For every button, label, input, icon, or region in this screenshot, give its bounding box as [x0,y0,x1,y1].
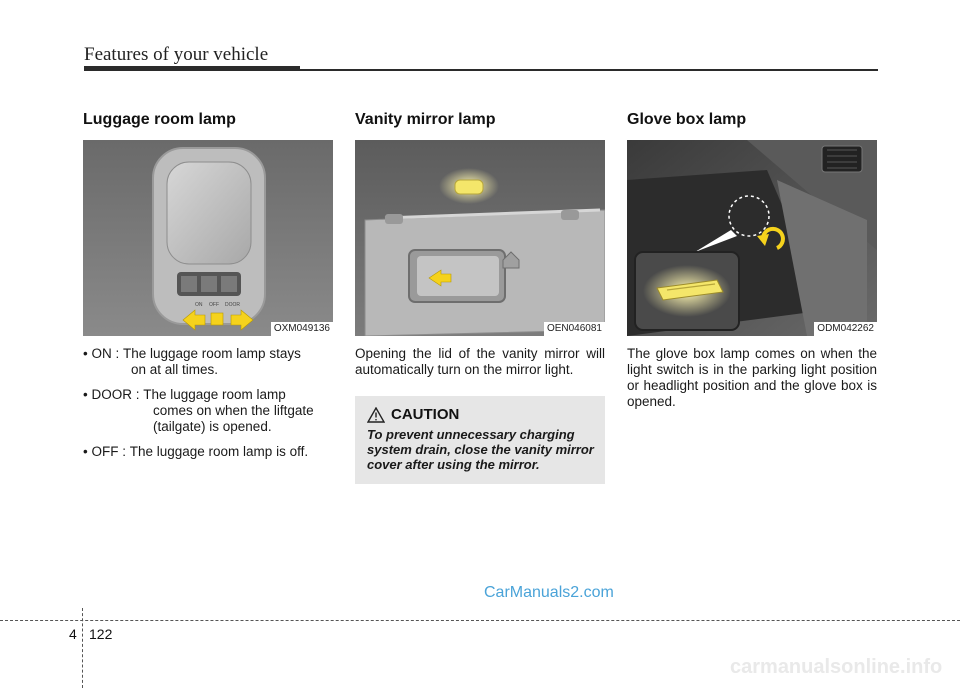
caution-header [367,406,597,423]
caution-box [355,396,605,484]
header-rule-thick [84,66,300,71]
footer-rule-horizontal [0,620,960,622]
header-rule-thin [300,69,878,71]
site-watermark: carmanualsonline.info [730,656,943,678]
image-code: OXM049136 [271,322,333,336]
watermark-link[interactable]: CarManuals2.com [484,584,614,601]
warning-triangle-icon [367,407,385,423]
section-title: Glove box lamp [627,111,747,128]
section-vanity-mirror-lamp [355,110,605,484]
switch-label-door: DOOR [225,302,240,308]
caution-text: To prevent unnecessary charging system drain, close the vanity mirror cover after using the mirror. [367,427,594,472]
section-glove-box-lamp [627,110,877,410]
image-code: ODM042262 [814,322,877,336]
page-number: 122 [89,626,113,642]
item-key: • OFF : [83,444,130,459]
footer-rule-vertical [82,608,84,688]
item-desc-cont: on at all times. [131,362,219,377]
item-desc: The luggage room lamp [143,387,286,402]
switch-label-on: ON [195,302,203,308]
caution-heading: CAUTION [391,406,460,423]
vanity-mirror-illustration [355,140,605,336]
chapter-number: 4 [69,626,77,642]
glove-box-illustration [627,140,877,336]
item-desc-cont: comes on when the liftgate (tailgate) is opened. [153,403,314,434]
image-code: OEN046081 [544,322,605,336]
section-luggage-room-lamp [83,110,333,469]
list-item [83,444,333,460]
list-item [83,346,333,378]
page-header-title: Features of your vehicle [84,44,269,65]
vanity-body-text: Opening the lid of the vanity mirror will automatically turn on the mirror light. [355,346,605,377]
item-key: • ON : [83,346,123,361]
item-desc: The luggage room lamp stays [122,346,301,361]
list-item [83,387,333,435]
glove-box-body-text: The glove box lamp comes on when the light switch is in the parking light position or headlight position and the glove box is opened. [627,346,877,409]
luggage-switch-list [83,346,333,460]
item-desc: The luggage room lamp is off. [129,444,309,459]
section-title: Vanity mirror lamp [355,111,496,128]
item-key: • DOOR : [83,387,144,402]
luggage-lamp-illustration [83,140,333,336]
switch-label-off: OFF [209,302,219,308]
section-title: Luggage room lamp [83,111,236,128]
